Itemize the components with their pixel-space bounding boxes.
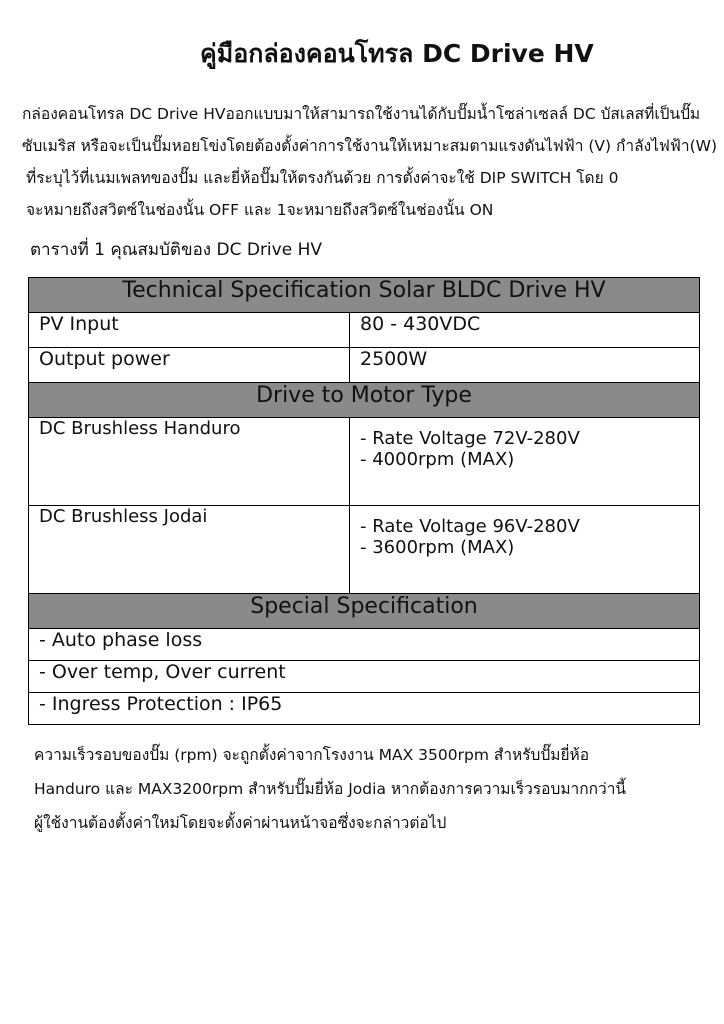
table-row bbox=[29, 629, 700, 661]
intro-paragraph bbox=[22, 98, 718, 226]
special-spec-header: Special Specification bbox=[29, 594, 700, 629]
table-row bbox=[29, 693, 700, 725]
motor1-specs bbox=[350, 418, 700, 506]
table-header-row bbox=[29, 278, 700, 313]
table-row bbox=[29, 661, 700, 693]
table-row bbox=[29, 348, 700, 383]
feature-item: - Auto phase loss bbox=[29, 629, 700, 661]
pv-input-label: PV Input bbox=[29, 313, 350, 348]
table-row bbox=[29, 418, 700, 506]
table-header-row bbox=[29, 594, 700, 629]
table-row bbox=[29, 313, 700, 348]
technical-spec-header: Technical Specification Solar BLDC Drive HV bbox=[29, 278, 700, 313]
motor1-spec-voltage: - Rate Voltage 72V-280V bbox=[360, 428, 580, 449]
output-power-value: 2500W bbox=[350, 348, 700, 383]
page-title: คู่มือกล่องคอนโทรล DC Drive HV bbox=[200, 39, 594, 68]
motor-type-header: Drive to Motor Type bbox=[29, 383, 700, 418]
pv-input-value: 80 - 430VDC bbox=[350, 313, 700, 348]
motor2-spec-voltage: - Rate Voltage 96V-280V bbox=[360, 516, 580, 537]
footer-line: Handuro และ MAX3200rpm สำหรับปั๊มยี่ห้อ Jodia หากต้องการความเร็วรอบมากกว่านี้ bbox=[34, 780, 627, 798]
footer-line: ผู้ใช้งานต้องตั้งค่าใหม่โดยจะตั้งค่าผ่านหน้าจอซึ่งจะกล่าวต่อไป bbox=[34, 814, 447, 832]
footer-line: ความเร็วรอบของปั๊ม (rpm) จะถูกตั้งค่าจากโรงงาน MAX 3500rpm สำหรับปั๊มยี่ห้อ bbox=[34, 746, 590, 764]
footer-paragraph bbox=[34, 738, 714, 840]
motor2-specs bbox=[350, 506, 700, 594]
motor1-spec-rpm: - 4000rpm (MAX) bbox=[360, 449, 515, 470]
table-row bbox=[29, 506, 700, 594]
intro-line: ที่ระบุไว้ที่เนมเพลทของปั๊ม และยี่ห้อปั๊มให้ตรงกันด้วย การตั้งค่าจะใช้ DIP SWITCH โดย 0 bbox=[26, 169, 619, 187]
motor2-spec-rpm: - 3600rpm (MAX) bbox=[360, 537, 515, 558]
motor1-name: DC Brushless Handuro bbox=[29, 418, 350, 506]
intro-line: จะหมายถึงสวิตซ์ในช่องนั้น OFF และ 1จะหมายถึงสวิตซ์ในช่องนั้น ON bbox=[26, 201, 494, 219]
table-header-row bbox=[29, 383, 700, 418]
output-power-label: Output power bbox=[29, 348, 350, 383]
spec-table bbox=[28, 277, 700, 725]
feature-item: - Ingress Protection : IP65 bbox=[29, 693, 700, 725]
table-caption: ตารางที่ 1 คุณสมบัติของ DC Drive HV bbox=[30, 240, 322, 260]
intro-line: ซับเมริส หรือจะเป็นปั๊มหอยโข่งโดยต้องตั้งค่าการใช้งานให้เหมาะสมตามแรงดันไฟฟ้า (V) กำลังไฟฟ้า(W) bbox=[22, 137, 718, 155]
intro-line: กล่องคอนโทรล DC Drive HVออกแบบมาให้สามารถใช้งานได้กับปั๊มน้ำโซล่าเซลล์ DC บัสเลสที่เป็นปั๊ม bbox=[22, 105, 701, 123]
feature-item: - Over temp, Over current bbox=[29, 661, 700, 693]
motor2-name: DC Brushless Jodai bbox=[29, 506, 350, 594]
